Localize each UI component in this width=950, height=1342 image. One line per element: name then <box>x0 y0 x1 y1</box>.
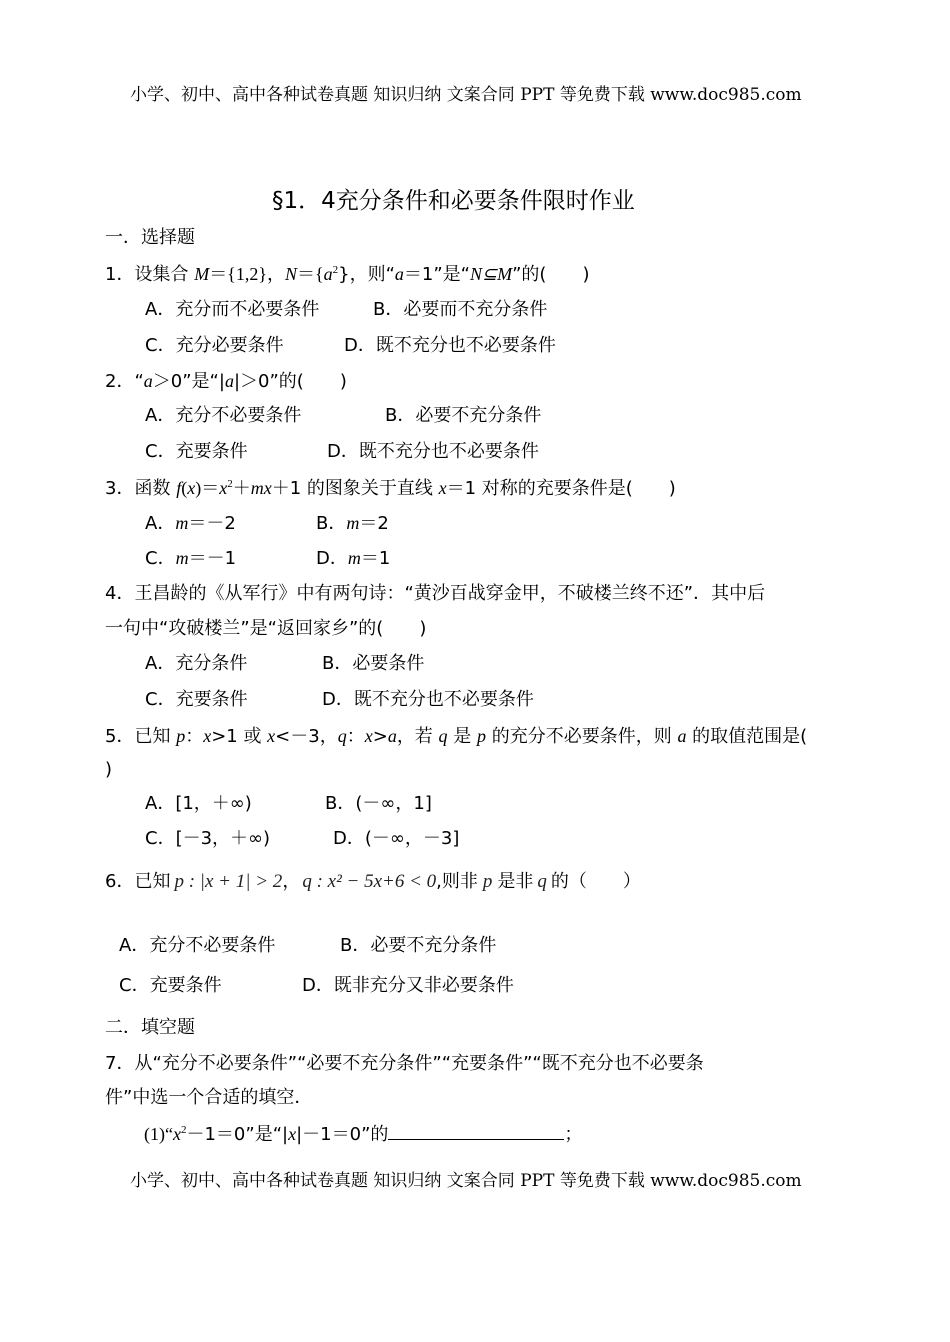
section-heading-fill: 二．填空题 <box>105 1017 195 1038</box>
q5-option-d: D．(－∞，－3] <box>333 828 460 849</box>
q6-option-b: B．必要不充分条件 <box>340 935 497 956</box>
question-5-paren: ) <box>105 759 113 780</box>
q1-option-c: C．充分必要条件 <box>145 335 284 356</box>
q2-option-d: D．既不充分也不必要条件 <box>327 441 539 462</box>
page-footer: 小学、初中、高中各种试卷真题 知识归纳 文案合同 PPT 等免费下载 www.doc985.com <box>130 1171 802 1191</box>
question-4-line-1: 4．王昌龄的《从军行》中有两句诗：“黄沙百战穿金甲，不破楼兰终不还”．其中后 <box>105 583 766 604</box>
question-4-line-2: 一句中“攻破楼兰”是“返回家乡”的( ) <box>105 618 427 639</box>
q4-option-d: D．既不充分也不必要条件 <box>322 689 534 710</box>
q5-option-a: A．[1，＋∞) <box>145 793 252 814</box>
answer-blank[interactable] <box>388 1123 564 1140</box>
question-5: 5．已知 p：x>1 或 x<－3，q：x>a，若 q 是 p 的充分不必要条件，则 a 的取值范围是( <box>105 726 808 747</box>
q2-option-a: A．充分不必要条件 <box>145 405 302 426</box>
q6-option-c: C．充要条件 <box>119 975 222 996</box>
q6-p-expression: p : |x + 1| > 2 <box>174 871 283 892</box>
q1-option-a: A．充分而不必要条件 <box>145 299 320 320</box>
q3-option-c: C．m＝－1 <box>145 548 237 569</box>
question-2: 2．“a＞0”是“|a|＞0”的( ) <box>105 371 347 392</box>
section-heading-choice: 一．选择题 <box>105 227 195 248</box>
q4-option-a: A．充分条件 <box>145 653 248 674</box>
q4-option-c: C．充要条件 <box>145 689 248 710</box>
q5-option-c: C．[－3，＋∞) <box>145 828 271 849</box>
question-7-line-1: 7．从“充分不必要条件”“必要不充分条件”“充要条件”“既不充分也不必要条 <box>105 1053 704 1074</box>
q7-sub-1: $(1)“x^2-1=0$”是“|x|－1＝0”的 ； <box>144 1124 583 1145</box>
page-header: 小学、初中、高中各种试卷真题 知识归纳 文案合同 PPT 等免费下载 www.doc985.com <box>130 85 802 105</box>
q3-option-d: D．m＝1 <box>316 548 391 569</box>
question-1: 1．设集合 M＝{1,2}，$N=\{a^2\}$，则“a＝1”是“N⊆M”的( ) <box>105 264 590 285</box>
q6-q-expression: q : x² − 5x+6 < 0 <box>302 871 437 892</box>
question-3: 3．函数 $f(x)=x^2+mx+1$ 的图象关于直线 x＝1 对称的充要条件是( ) <box>105 478 676 499</box>
q4-option-b: B．必要条件 <box>322 653 425 674</box>
q5-option-b: B．(－∞，1] <box>325 793 432 814</box>
q2-option-b: B．必要不充分条件 <box>385 405 542 426</box>
q1-option-b: B．必要而不充分条件 <box>373 299 548 320</box>
question-6: 6．已知 p : |x + 1| > 2， q : x² − 5x+6 < 0,则非 p 是非 q 的（ ） <box>105 871 641 892</box>
q6-option-d: D．既非充分又非必要条件 <box>302 975 514 996</box>
q6-option-a: A．充分不必要条件 <box>119 935 276 956</box>
q3-option-a: A．m＝－2 <box>145 513 236 534</box>
page-title: §1．4充分条件和必要条件限时作业 <box>272 188 635 214</box>
q2-option-c: C．充要条件 <box>145 441 248 462</box>
q1-option-d: D．既不充分也不必要条件 <box>344 335 556 356</box>
question-7-line-2: 件”中选一个合适的填空． <box>105 1087 313 1108</box>
q3-option-b: B．m＝2 <box>316 513 389 534</box>
